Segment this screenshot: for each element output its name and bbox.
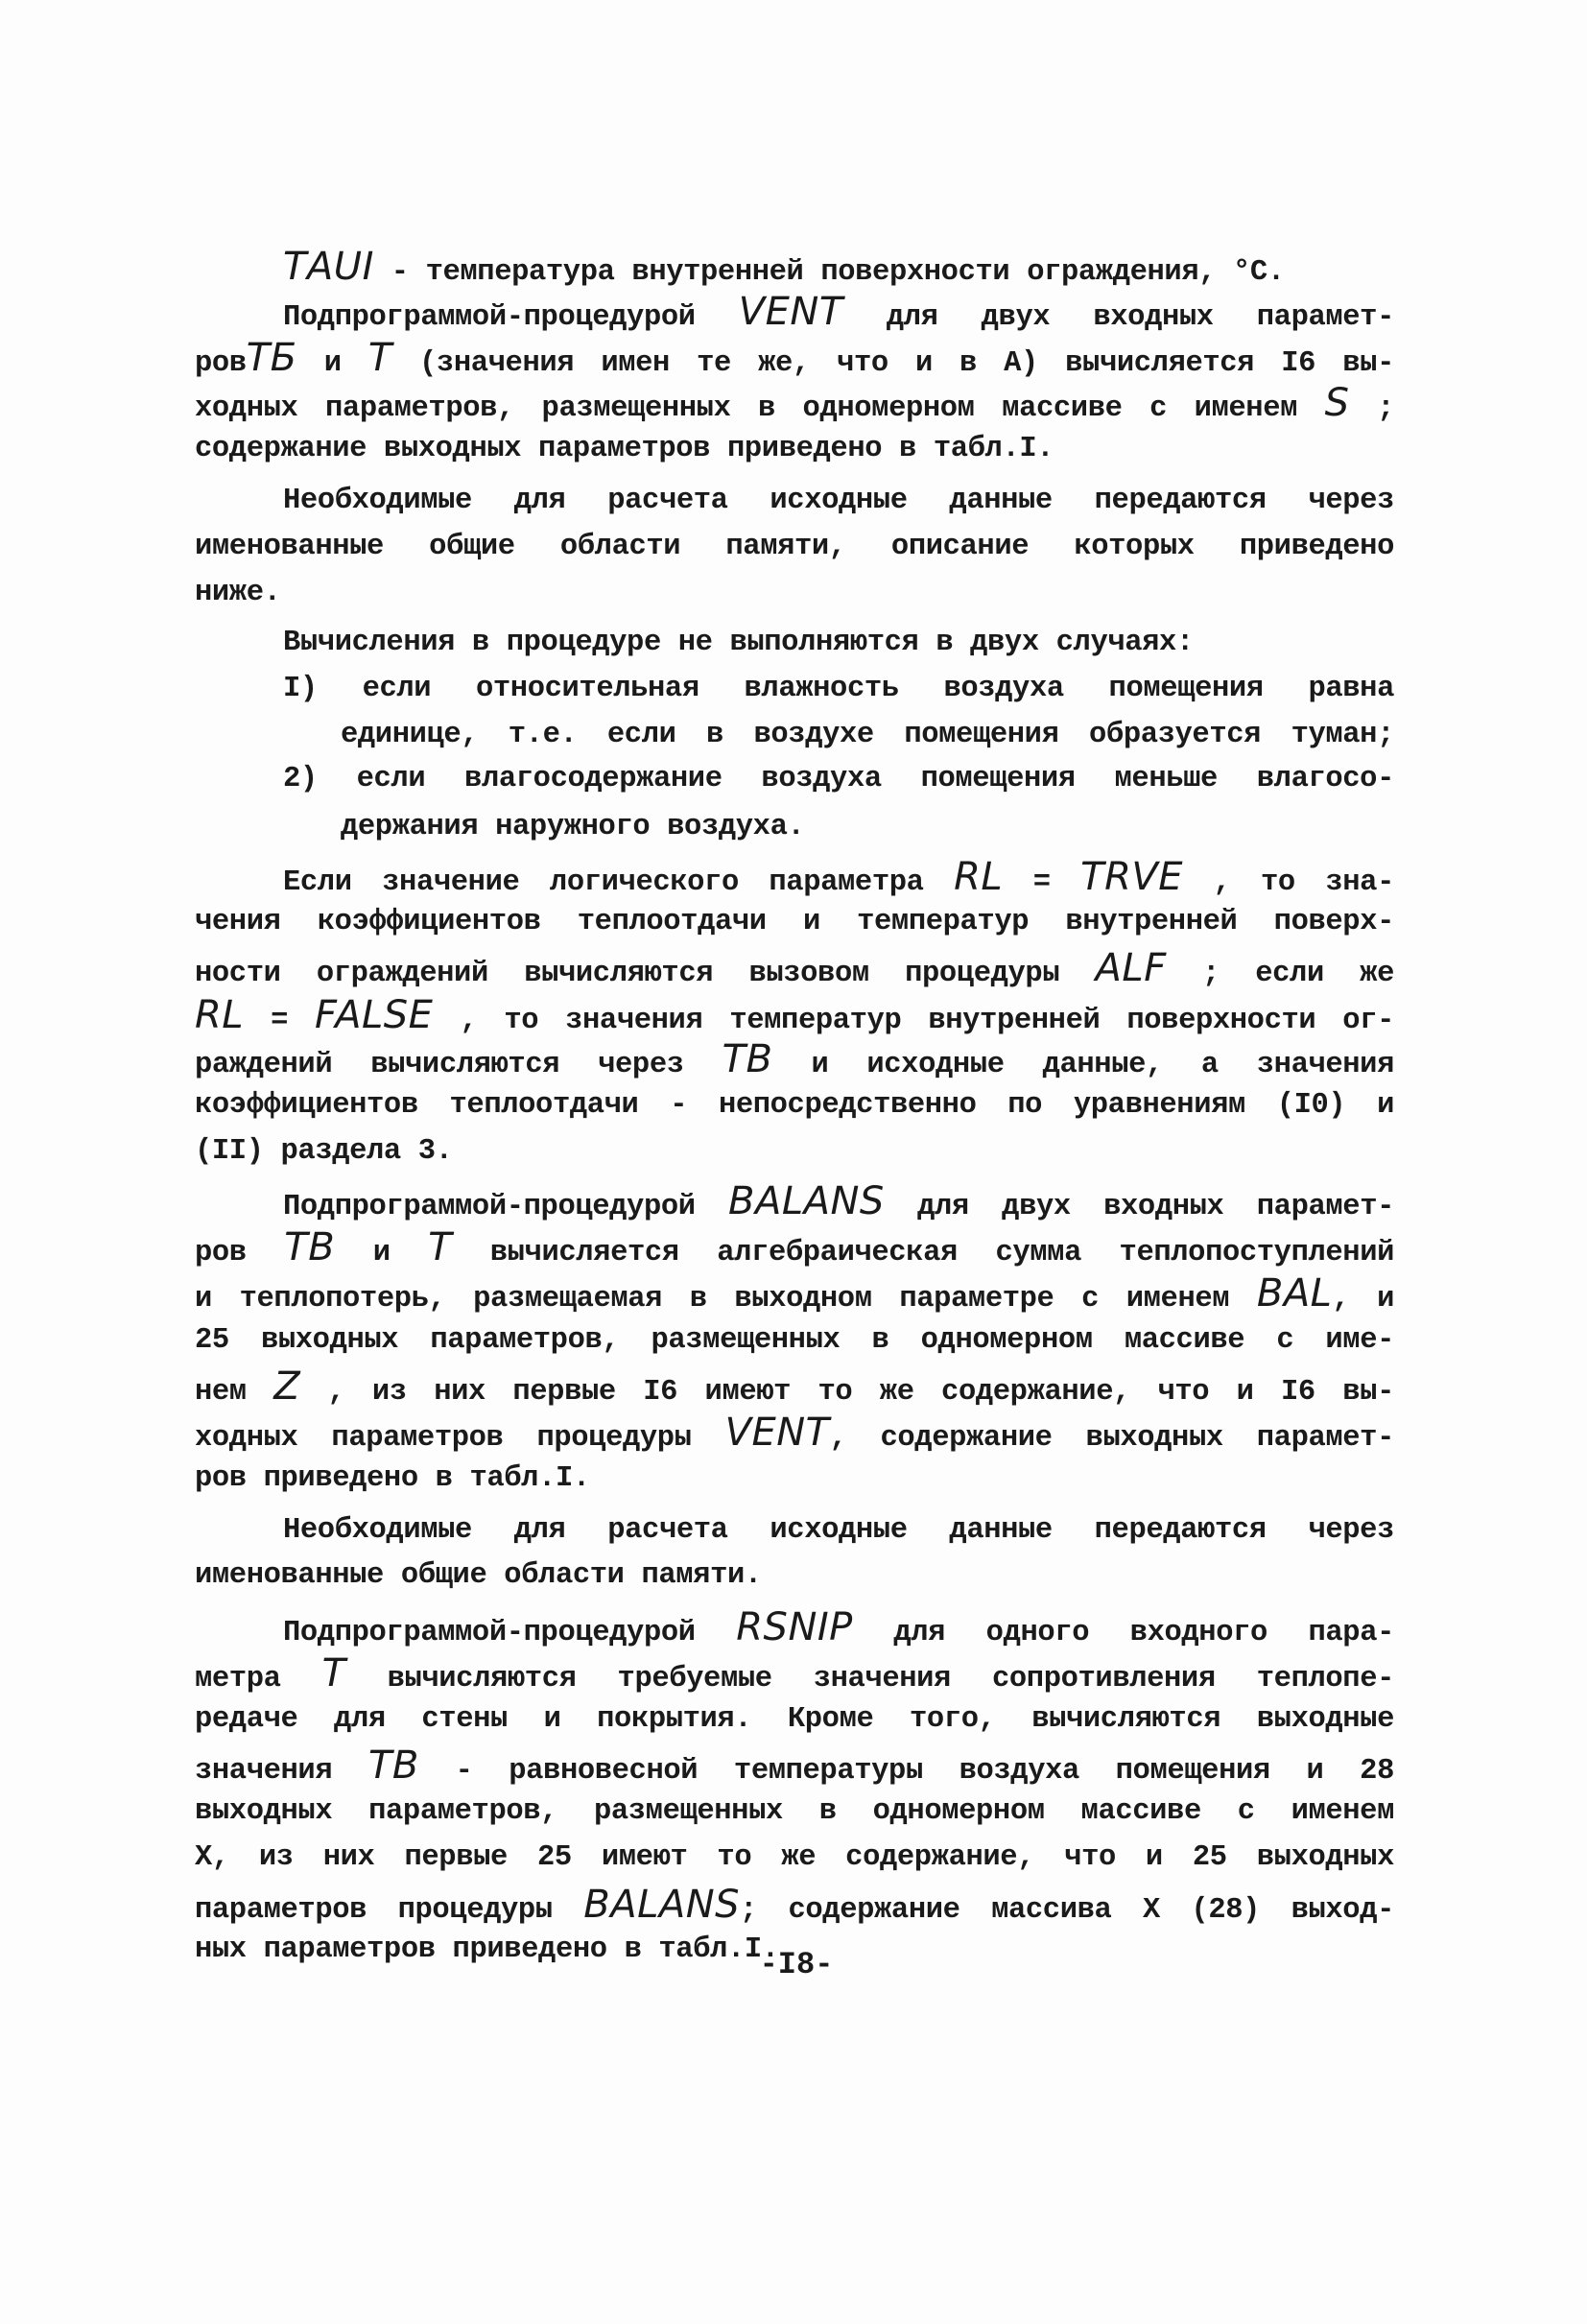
handwritten-identifier: RL <box>954 855 1004 899</box>
handwritten-identifier: BALANS <box>583 1883 741 1927</box>
text-line: редаче для стены и покрытия. Кроме того, вычисляются выходные <box>195 1703 1394 1736</box>
text-line: X, из них первые 25 имеют то же содержание, что и 25 выходных <box>195 1841 1394 1874</box>
text-line: Необходимые для расчета исходные данные передаются через <box>283 485 1394 517</box>
text-line: ходных параметров процедуры VENT, содержание выходных парамет- <box>195 1411 1394 1455</box>
handwritten-identifier: S <box>1324 381 1350 425</box>
text-line: именованные общие области памяти. <box>195 1559 762 1592</box>
handwritten-identifier: Т <box>367 336 392 380</box>
text-line: ровТБ и Т (значения имен те же, что и в А) вычисляется I6 вы- <box>195 336 1394 380</box>
text-line: параметров процедуры BALANS; содержание массива X (28) выход- <box>195 1883 1395 1927</box>
text-line: значения ТВ - равновесной температуры воздуха помещения и 28 <box>195 1743 1394 1788</box>
text-line: ниже. <box>195 577 281 609</box>
text-line: и теплопотерь, размещаемая в выходном параметре с именем BAL, и <box>195 1271 1394 1316</box>
text-line: выходных параметров, размещенных в одномерном массиве с именем <box>195 1795 1394 1828</box>
handwritten-identifier: RSNIP <box>736 1605 853 1649</box>
handwritten-identifier: VENT <box>738 290 843 334</box>
text-line: (II) раздела 3. <box>195 1135 453 1168</box>
text-line: ности ограждений вычисляются вызовом процедуры ALF ; если же <box>195 946 1394 990</box>
text-line: Подпрограммой-процедурой RSNIP для одного входного пара- <box>283 1605 1394 1649</box>
text-line: RL = FALSE , то значения температур внутренней поверхности ог- <box>195 993 1394 1037</box>
text-line: ТАUΙ - температура внутренней поверхности ограждения, °С. <box>283 245 1285 289</box>
text-line: Подпрограммой-процедурой VENT для двух входных парамет- <box>283 290 1394 334</box>
handwritten-identifier: ТАUΙ <box>283 245 374 289</box>
text-line: единице, т.е. если в воздухе помещения образуется туман; <box>341 719 1394 751</box>
text-line: держания наружного воздуха. <box>341 811 805 843</box>
text-line: раждений вычисляются через ТВ и исходные данные, а значения <box>195 1037 1394 1081</box>
text-line: Вычисления в процедуре не выполняются в двух случаях: <box>283 627 1194 659</box>
handwritten-identifier: Z <box>273 1364 301 1409</box>
text-line: коэффициентов теплоотдачи - непосредственно по уравнениям (I0) и <box>195 1089 1394 1122</box>
handwritten-identifier: ТВ <box>722 1037 773 1081</box>
text-line: 25 выходных параметров, размещенных в одномерном массиве с име- <box>195 1324 1394 1357</box>
text-line: ров ТВ и Т вычисляется алгебраическая сумма теплопоступлений <box>195 1225 1394 1269</box>
handwritten-identifier: ТБ <box>246 336 297 380</box>
text-line: ров приведено в табл.I. <box>195 1462 590 1495</box>
text-line: метра Т вычисляются требуемые значения сопротивления теплопе- <box>195 1651 1395 1696</box>
handwritten-identifier: BAL <box>1256 1271 1333 1316</box>
handwritten-identifier: ТВ <box>367 1743 419 1788</box>
handwritten-identifier: TRVE <box>1080 855 1184 899</box>
text-line: ных параметров приведено в табл.I. <box>195 1933 779 1966</box>
text-line: I) если относительная влажность воздуха помещения равна <box>283 673 1394 705</box>
handwritten-identifier: ALF <box>1095 946 1167 990</box>
text-line: именованные общие области памяти, описание которых приведено <box>195 531 1394 563</box>
handwritten-identifier: ТВ <box>284 1225 336 1269</box>
handwritten-identifier: FALSE <box>314 993 434 1037</box>
text-line: Подпрограммой-процедурой BALANS для двух входных парамет- <box>283 1179 1394 1223</box>
handwritten-identifier: RL <box>195 993 245 1037</box>
text-line: Необходимые для расчета исходные данные передаются через <box>283 1514 1394 1547</box>
text-line: нем Z , из них первые I6 имеют то же содержание, что и I6 вы- <box>195 1364 1394 1409</box>
text-line: ходных параметров, размещенных в одномерном массиве с именем S ; <box>195 381 1394 425</box>
text-line: Если значение логического параметра RL = TRVE , то зна- <box>283 855 1394 899</box>
handwritten-identifier: Т <box>321 1651 346 1696</box>
handwritten-identifier: VENT <box>724 1411 830 1455</box>
page-number: -I8- <box>759 1947 834 1982</box>
handwritten-identifier: BALANS <box>728 1179 885 1223</box>
text-line: чения коэффициентов теплоотдачи и температур внутренней поверх- <box>195 906 1394 938</box>
text-line: содержание выходных параметров приведено в табл.I. <box>195 433 1054 465</box>
handwritten-identifier: Т <box>428 1225 453 1269</box>
text-line: 2) если влагосодержание воздуха помещения меньше влагосо- <box>283 763 1394 795</box>
